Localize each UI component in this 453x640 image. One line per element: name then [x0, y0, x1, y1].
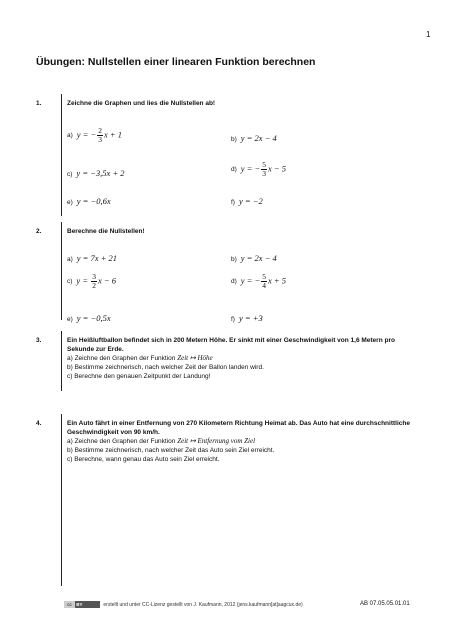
task-prompt: Ein Auto fährt in einer Entfernung von 270 Kilometern Richtung Heimat ab. Das Auto hat eine durchschnittliche Geschwindigkeit von 90 km/h.	[67, 420, 410, 436]
page-number: 1	[426, 30, 431, 39]
task-number: 3.	[36, 337, 42, 344]
subtask-c: c) Berechne den genauen Zeitpunkt der Landung!	[67, 373, 211, 380]
task-number: 4.	[36, 420, 42, 427]
task-divider	[61, 331, 62, 391]
task-prompt: Ein Heißluftballon befindet sich in 200 Metern Höhe. Er sinkt mit einer Geschwindigkeit von 1,6 Metern pro Sekunde zur Erde.	[67, 337, 395, 353]
subtask-a: a) Zeichne den Graphen der Funktion Zeit ↦ Entfernung vom Ziel	[67, 437, 256, 445]
document-code: AB 07.05.05.01.01	[360, 601, 410, 607]
equation-f: f) y = +3	[231, 312, 263, 323]
equation-b: b) y = 2x − 4	[231, 132, 277, 143]
footer	[64, 601, 303, 608]
page-title: Übungen: Nullstellen einer linearen Funktion berechnen	[36, 56, 316, 68]
equation-e: e) y = −0,5x	[67, 312, 111, 323]
task-divider	[61, 222, 62, 320]
task-prompt: Berechne die Nullstellen!	[67, 228, 145, 235]
equation-d: d) y = − $\frac{5}{4}$ x + 5	[231, 271, 287, 290]
equation-f: f) y = −2	[231, 195, 263, 206]
equation-d: d) y = − $\frac{5}{3}$ x − 5	[231, 159, 287, 178]
subtask-b: b) Bestimme zeichnerisch, nach welcher Zeit das Auto sein Ziel erreicht.	[67, 447, 275, 454]
equation-c: c) y = $\frac{3}{2}$ x − 6	[67, 271, 116, 290]
subtask-a: a) Zeichne den Graphen der Funktion Zeit ↦ Höhe	[67, 354, 213, 362]
subtask-c: c) Berechne, wann genau das Auto sein Ziel erreicht.	[67, 456, 220, 463]
task-number: 2.	[36, 228, 42, 235]
task-divider	[61, 414, 62, 586]
cc-license-icon: cc BY	[64, 601, 100, 608]
function-notation: Zeit ↦ Höhe	[177, 354, 213, 362]
equation-a: a) y = 7x + 21	[67, 252, 118, 263]
equation-e: e) y = −0,6x	[67, 195, 111, 206]
footer-credit: erstellt und unter CC-Lizenz gestellt von J. Kaufmann, 2012 (jens.kaufmann[at]aagcux.de)	[103, 601, 303, 608]
task-divider	[61, 94, 62, 216]
equation-c: c) y = −3,5x + 2	[67, 167, 125, 178]
equation-b: b) y = 2x − 4	[231, 252, 277, 263]
equation-a: a) y = − $\frac{2}{3}$ x + 1	[67, 125, 123, 144]
function-notation: Zeit ↦ Entfernung vom Ziel	[177, 437, 256, 445]
task-prompt: Zeichne die Graphen und lies die Nullstellen ab!	[67, 100, 216, 107]
subtask-b: b) Bestimme zeichnerisch, nach welcher Zeit der Ballon landen wird.	[67, 364, 264, 371]
task-number: 1.	[36, 100, 42, 107]
